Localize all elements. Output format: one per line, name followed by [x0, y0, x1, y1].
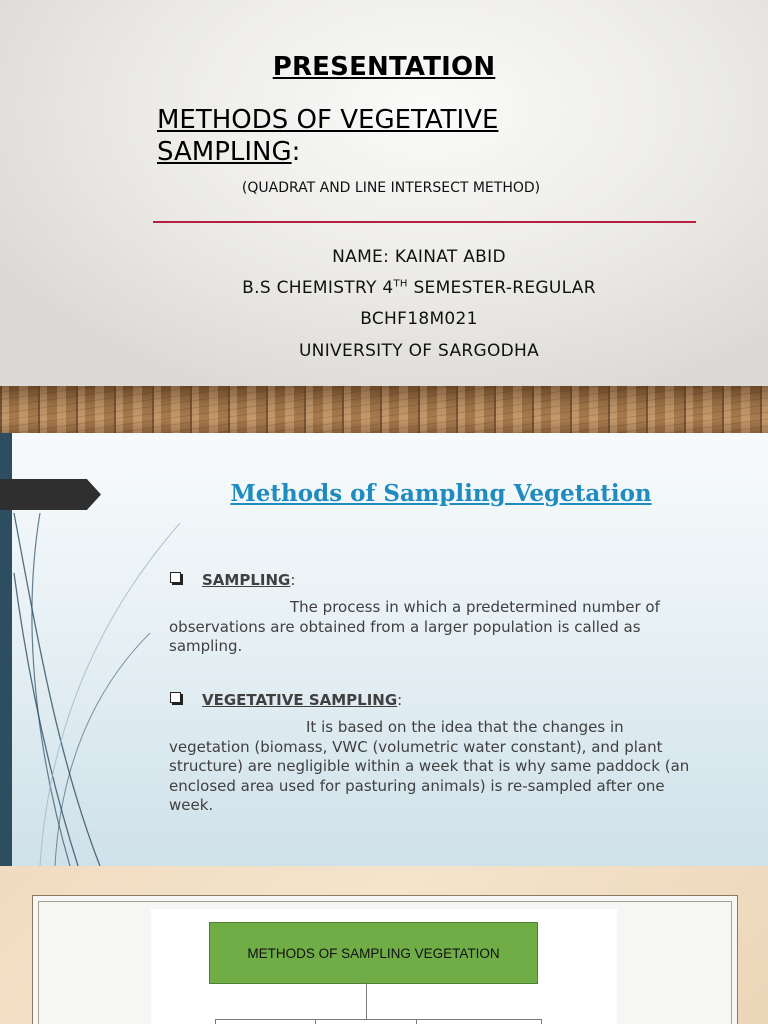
program-prefix: B.S CHEMISTRY 4: [242, 278, 394, 298]
student-name: NAME: KAINAT ABID: [332, 247, 506, 267]
slide2-title: Methods of Sampling Vegetation: [230, 480, 652, 507]
topic-heading: [157, 104, 607, 168]
checkbox-bullet-icon: [170, 572, 181, 583]
diagram-root-box: METHODS OF SAMPLING VEGETATION: [209, 922, 538, 984]
checkbox-bullet-icon: [170, 692, 181, 703]
diagram-connector: [366, 983, 367, 1019]
section-label-text: VEGETATIVE SAMPLING: [202, 691, 398, 709]
presentation-title: PRESENTATION: [272, 52, 496, 82]
diagram-branch-tick: [541, 1019, 542, 1024]
topic-heading-colon: :: [291, 137, 301, 167]
program-sup: TH: [393, 278, 408, 290]
section-text-sampling: The process in which a predetermined number of observations are obtained from a larger population is called as sampling.: [169, 598, 660, 655]
section-label-colon: :: [290, 571, 296, 589]
section-text-vegetative: It is based on the idea that the changes in vegetation (biomass, VWC (volumetric water constant), and plant structure) are negligible within a week that is why same paddock (an enclosed area used for pasturing animals) is re-sampled after one week.: [169, 718, 690, 814]
program-suffix: SEMESTER-REGULAR: [407, 278, 596, 298]
definition-slide: [0, 433, 768, 866]
diagram-branch-tick: [416, 1019, 417, 1024]
topic-heading-text: METHODS OF VEGETATIVE SAMPLING: [157, 105, 499, 167]
roll-number: BCHF18M021: [360, 309, 478, 329]
diagram-slide: [0, 866, 768, 1024]
section-label-colon: :: [397, 691, 403, 709]
topic-subtitle: (QUADRAT AND LINE INTERSECT METHOD): [241, 180, 541, 196]
diagram-branch-tick: [215, 1019, 216, 1024]
section-label-text: SAMPLING: [202, 571, 291, 589]
student-program: [0, 278, 768, 298]
diagram-branch-line: [215, 1019, 542, 1020]
divider-line: [153, 221, 696, 223]
section-label-vegetative: [202, 691, 402, 709]
university-name: UNIVERSITY OF SARGODHA: [298, 341, 540, 361]
wood-floor-decoration: [0, 386, 768, 433]
section-label-sampling: [202, 571, 295, 589]
diagram-branch-tick: [315, 1019, 316, 1024]
title-slide: [0, 0, 768, 386]
